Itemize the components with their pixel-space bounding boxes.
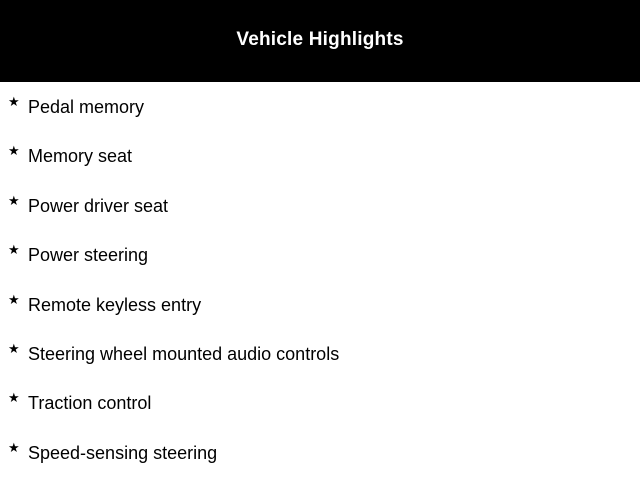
- highlight-label: Power driver seat: [28, 195, 169, 216]
- star-icon: ★: [8, 390, 20, 406]
- star-icon: ★: [8, 192, 20, 208]
- list-item: [0, 292, 640, 341]
- header-bar: [0, 0, 640, 82]
- highlights-list: [0, 94, 640, 480]
- list-item: [0, 390, 640, 439]
- highlight-label: Power steering: [28, 245, 149, 266]
- highlight-label: Remote keyless entry: [28, 294, 202, 315]
- list-item: [0, 94, 640, 143]
- page-title: Vehicle Highlights: [236, 29, 404, 50]
- list-item: [0, 193, 640, 242]
- star-icon: ★: [8, 340, 20, 356]
- star-icon: ★: [8, 143, 20, 159]
- highlight-label: Memory seat: [28, 146, 133, 167]
- star-icon: ★: [8, 291, 20, 307]
- star-icon: ★: [8, 439, 20, 455]
- list-item: [0, 341, 640, 390]
- highlight-label: Pedal memory: [28, 97, 145, 117]
- list-item: [0, 440, 640, 480]
- list-item: [0, 143, 640, 192]
- highlight-label: Speed-sensing steering: [28, 442, 218, 463]
- list-item: [0, 242, 640, 291]
- star-icon: ★: [8, 94, 20, 109]
- star-icon: ★: [8, 242, 20, 258]
- highlight-label: Steering wheel mounted audio controls: [28, 343, 340, 364]
- highlight-label: Traction control: [28, 393, 152, 414]
